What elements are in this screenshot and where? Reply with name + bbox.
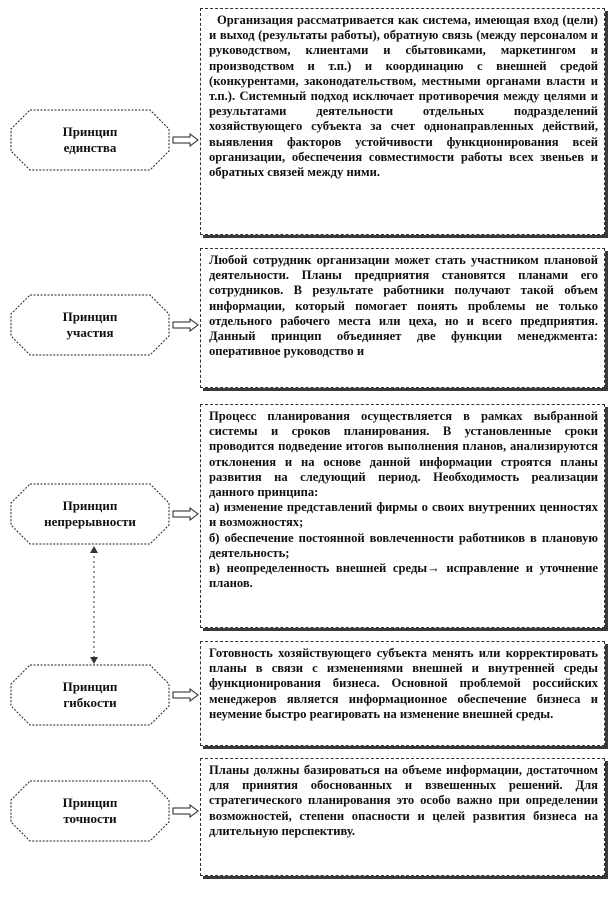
- description-paragraph: Процесс планирования осуществляется в рамках выбранной системы и сроков планирования. В установленные сроки проводится подведение итогов выполнения планов, анализируются отклонения и на основе данной информации строятся планы развития на следующий период. Необходимость реализации данного принципа:: [209, 409, 598, 500]
- arrow-right-icon: [172, 318, 200, 332]
- arrow-right-icon: [172, 804, 200, 818]
- principle-participation-node: [10, 294, 170, 356]
- principle-accuracy-label: Принцип точности: [62, 795, 118, 826]
- description-item-a: а) изменение представлений фирмы о своих внутренних ценностях и возможностях;: [209, 500, 598, 530]
- principle-accuracy-description: [200, 758, 605, 876]
- principle-unity-label: Принцип единства: [62, 124, 118, 155]
- principle-flexibility-label: Принцип гибкости: [62, 679, 118, 710]
- description-item-c: в) неопределенность внешней среды→ исправление и уточнение планов.: [209, 561, 598, 591]
- description-item-b: б) обеспечение постоянной вовлеченности работников в плановую деятельность;: [209, 530, 598, 560]
- principle-flexibility-node: [10, 664, 170, 726]
- arrow-right-icon: [172, 688, 200, 702]
- arrow-right-icon: [172, 507, 200, 521]
- description-paragraph: Любой сотрудник организации может стать участником плановой деятельности. Планы предприятия становятся планами его сотрудников. В результате работники получают такой объем информации, который помогает понять проблемы не только отдельного рабочего места или цеха, но и всего предприятия. Данный принцип объединяет две функции менеджмента: оперативное руководство и: [209, 253, 598, 359]
- principle-participation-description: [200, 248, 605, 388]
- principle-continuity-node: [10, 483, 170, 545]
- description-paragraph: Планы должны базироваться на объеме информации, достаточном для принятия обоснованных и взвешенных решений. Для стратегического планирования это особо важно при определении возможностей, степени опасности и целей развития бизнеса на длительную перспективу.: [209, 763, 598, 838]
- principle-unity-description: [200, 8, 605, 235]
- principle-flexibility-description: [200, 641, 605, 746]
- description-paragraph: Готовность хозяйствующего субъекта менять или корректировать планы в связи с изменениями внешней и внутренней среды функционирования бизнеса. Основной проблемой российских менеджеров является информационное обеспечение бизнеса и неумение быстро реагировать на изменение внешней среды.: [209, 646, 598, 721]
- principle-participation-label: Принцип участия: [62, 309, 118, 340]
- principle-unity-node: [10, 109, 170, 171]
- description-paragraph: Организация рассматривается как система, имеющая вход (цели) и выход (результаты работы), обратную связь (между персоналом и руководством, клиентами и сбытовиками, маркетингом и производством и т.п.) и координацию с внешней средой (конкурентами, законодательством, местными органами власти и т.п.). Системный подход исключает противоречия между целями и результатами деятельности отдельных подразделений хозяйствующего субъекта за счет однонаправленных действий, выявления факторов устойчивости функционирования всей организации, обеспечения совместимости работы всех звеньев и обратных связей между ними.: [209, 13, 598, 180]
- principle-continuity-description: [200, 404, 605, 628]
- dotted-connector-line: [89, 545, 99, 665]
- principle-accuracy-node: [10, 780, 170, 842]
- principle-continuity-label: Принцип непрерывности: [44, 498, 136, 529]
- arrow-right-icon: [172, 133, 200, 147]
